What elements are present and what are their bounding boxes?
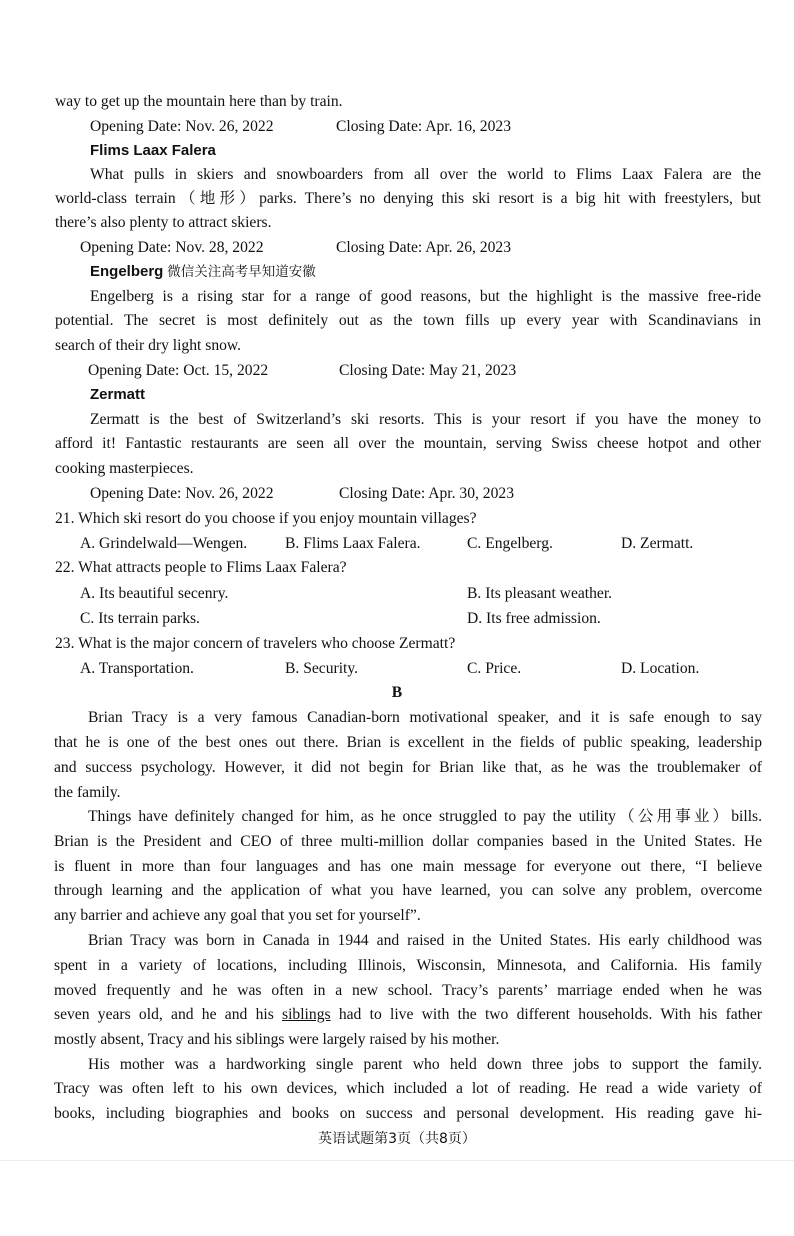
passage-line: His mother was a hardworking single parent who held down three jobs to support the family.	[88, 1056, 762, 1073]
option-a: A. Transportation.	[80, 660, 194, 677]
passage-line: and success psychology. However, it did not begin for Brian like that, as he was the troublemaker of	[54, 759, 762, 776]
passage-line	[54, 1005, 762, 1025]
option-d: D. Zermatt.	[621, 535, 694, 552]
resort-text-line: afford it! Fantastic restaurants are seen all over the mountain, serving Swiss cheese hotpot and other	[55, 435, 761, 452]
question-stem: 23. What is the major concern of travelers who choose Zermatt?	[55, 635, 456, 652]
question-stem: 21. Which ski resort do you choose if you enjoy mountain villages?	[55, 510, 477, 527]
passage-line: Brian Tracy is a very famous Canadian-born motivational speaker, and it is safe enough to say	[88, 709, 762, 726]
underlined-word: siblings	[282, 1006, 331, 1023]
resort-text-line: Engelberg is a rising star for a range of good reasons, but the highlight is the massive free-ride	[90, 288, 761, 305]
passage-line: through learning and the application of what you have learned, you can solve any problem, overcome	[54, 882, 762, 899]
passage-line: Things have definitely changed for him, as he once struggled to pay the utility（公用事业）bills.	[88, 808, 762, 825]
resort-dates	[90, 117, 511, 137]
resort-text-line: What pulls in skiers and snowboarders from all over the world to Flims Laax Falera are the	[90, 166, 761, 183]
resort-dates	[88, 361, 516, 381]
opening-date: Opening Date: Nov. 26, 2022	[90, 485, 274, 502]
option-b: B. Flims Laax Falera.	[285, 535, 421, 552]
resort-dates	[90, 484, 514, 504]
opening-date: Opening Date: Oct. 15, 2022	[88, 362, 269, 379]
closing-date: Closing Date: Apr. 30, 2023	[339, 485, 514, 502]
resort-text-line: cooking masterpieces.	[55, 460, 194, 477]
resort-heading: Engelberg	[90, 263, 164, 280]
question-stem: 22. What attracts people to Flims Laax Falera?	[55, 559, 347, 576]
watermark-text: 微信关注高考早知道安徽	[167, 264, 316, 280]
option-b: B. Its pleasant weather.	[467, 585, 613, 602]
opening-date: Opening Date: Nov. 26, 2022	[90, 118, 274, 135]
passage-line: that he is one of the best ones out there. Brian is excellent in the fields of public speaking, leadership	[54, 734, 762, 751]
page-footer: 英语试题第3页（共8页）	[318, 1131, 476, 1147]
resort-text-line: there’s also plenty to attract skiers.	[55, 214, 272, 231]
resort-heading: Flims Laax Falera	[90, 142, 216, 159]
bottom-divider	[0, 1160, 794, 1161]
passage-fragment: seven years old, and he and his	[54, 1006, 274, 1023]
closing-date: Closing Date: Apr. 26, 2023	[336, 239, 511, 256]
passage-line: any barrier and achieve any goal that you set for yourself”.	[54, 907, 421, 924]
resort-heading-row	[90, 262, 316, 282]
question-options	[0, 534, 794, 554]
option-c: C. Its terrain parks.	[80, 610, 200, 627]
passage-line: is fluent in more than four languages and has one main message for everyone out there, “I believe	[54, 858, 762, 875]
resort-text-line: world-class terrain（地形）parks. There’s no denying this ski resort is a big hit with freestylers, but	[55, 190, 761, 207]
section-heading: B	[391, 684, 403, 701]
question-options	[0, 609, 794, 629]
resort-dates	[80, 238, 511, 258]
option-d: D. Location.	[621, 660, 700, 677]
option-b: B. Security.	[285, 660, 359, 677]
passage-line: Brian is the President and CEO of three multi-million dollar companies based in the United States. He	[54, 833, 762, 850]
passage-line: spent in a variety of locations, including Illinois, Wisconsin, Minnesota, and California. His family	[54, 957, 762, 974]
question-options	[0, 584, 794, 604]
resort-text-line: potential. The secret is most definitely out as the town fills up every year with Scandinavians in	[55, 312, 761, 329]
closing-date: Closing Date: May 21, 2023	[339, 362, 517, 379]
opening-date: Opening Date: Nov. 28, 2022	[80, 239, 264, 256]
passage-fragment: had to live with the two different households. With his father	[338, 1006, 762, 1023]
passage-line: Brian Tracy was born in Canada in 1944 and raised in the United States. His early childhood was	[88, 932, 762, 949]
option-a: A. Grindelwald—Wengen.	[80, 535, 248, 552]
option-c: C. Price.	[467, 660, 522, 677]
passage-line: books, including biographies and books on success and personal development. His reading gave hi-	[54, 1105, 762, 1122]
option-c: C. Engelberg.	[467, 535, 553, 552]
resort-text-line: Zermatt is the best of Switzerland’s ski resorts. This is your resort if you have the money to	[90, 411, 761, 428]
intro-tail: way to get up the mountain here than by train.	[55, 93, 343, 110]
question-options	[0, 659, 794, 679]
passage-line: moved frequently and he was often in a new school. Tracy’s parents’ marriage ended when he was	[54, 982, 762, 999]
passage-line: Tracy was often left to his own devices, which included a lot of reading. He read a wide variety of	[54, 1080, 762, 1097]
passage-line: mostly absent, Tracy and his siblings were largely raised by his mother.	[54, 1031, 500, 1048]
option-d: D. Its free admission.	[467, 610, 601, 627]
passage-line: the family.	[54, 784, 121, 801]
resort-text-line: search of their dry light snow.	[55, 337, 242, 354]
resort-heading: Zermatt	[90, 386, 146, 403]
option-a: A. Its beautiful secenry.	[80, 585, 229, 602]
closing-date: Closing Date: Apr. 16, 2023	[336, 118, 511, 135]
